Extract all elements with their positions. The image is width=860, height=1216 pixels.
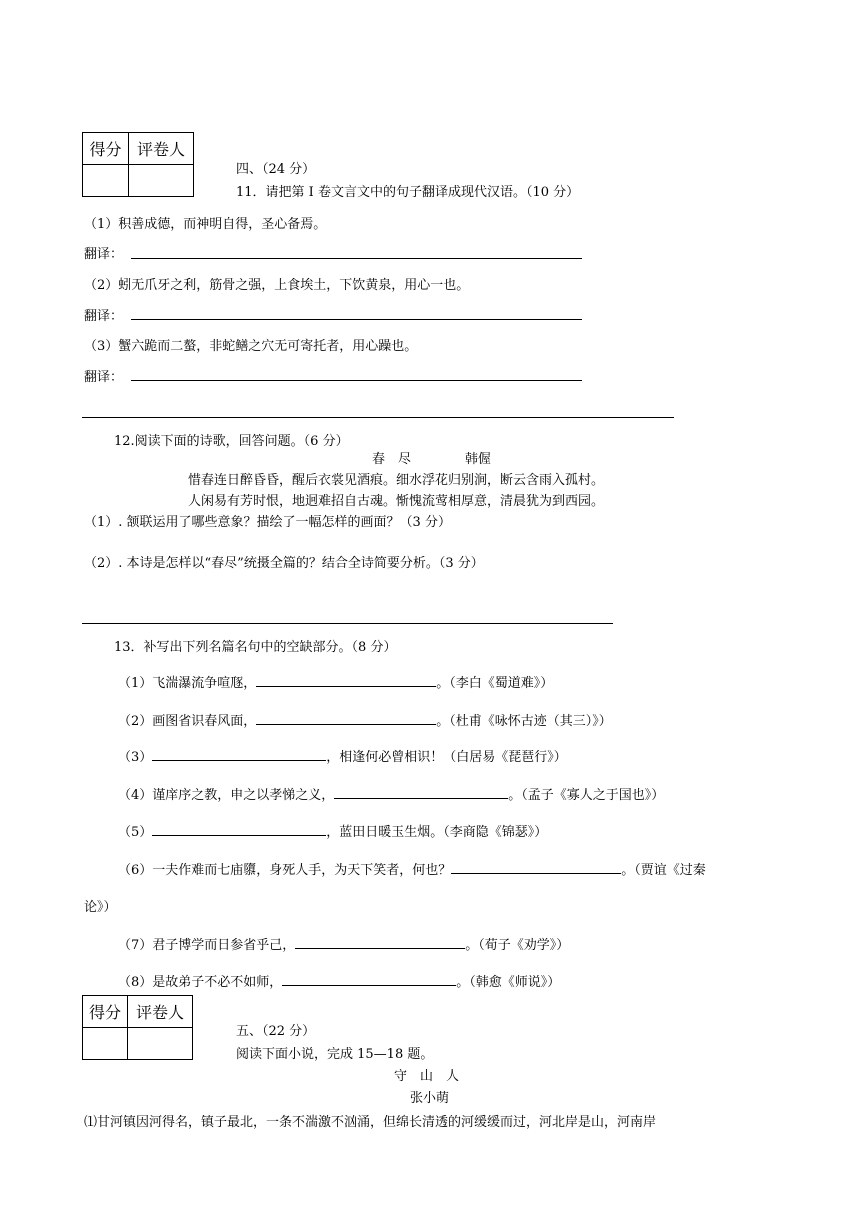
section-heading: 五、（22 分）: [236, 1024, 316, 1039]
grader-label: 评卷人: [128, 996, 193, 1028]
story-paragraph: ⑴甘河镇因河得名，镇子最北，一条不湍激不汹涌，但绵长清透的河缓缓而过，河北岸是山，河南岸: [84, 1115, 657, 1130]
poem-line: 人闲易有芳时恨，地迥难招自古魂。惭愧流莺相厚意，清晨犹为到西园。: [188, 494, 605, 509]
question-prompt: 12.阅读下面的诗歌，回答问题。（6 分）: [114, 434, 349, 449]
fill-after: ，蓝田日暖玉生烟。（李商隐《锦瑟》）: [326, 825, 548, 840]
poem-line: 惜春连日醉昏昏，醒后衣裳见酒痕。细水浮花归别涧，断云含雨入孤村。: [188, 473, 605, 488]
fill-before: （5）: [118, 825, 153, 840]
story-author: 张小萌: [410, 1091, 450, 1106]
fill-item: [118, 859, 706, 878]
fill-before: （2）画图省识春风面，: [118, 714, 257, 729]
score-cell[interactable]: [83, 165, 129, 197]
fill-after: 。（李白《蜀道难》）: [436, 676, 554, 691]
question-item: （3）蟹六跪而二螯，非蛇鳝之穴无可寄托者，用心躁也。: [84, 339, 418, 354]
answer-line[interactable]: [131, 319, 582, 320]
score-box: [82, 995, 193, 1060]
story-title: 守 山 人: [394, 1069, 460, 1084]
score-box: [82, 132, 194, 197]
grader-cell[interactable]: [129, 165, 194, 197]
fill-before: （8）是故弟子不必不如师，: [118, 975, 283, 990]
section-instruction: 阅读下面小说，完成 15—18 题。: [236, 1047, 434, 1062]
fill-after: 。（韩愈《师说》）: [456, 975, 561, 990]
score-cell[interactable]: [83, 1028, 128, 1060]
fill-before: （1）飞湍瀑流争喧豗，: [118, 676, 257, 691]
answer-line[interactable]: [131, 380, 582, 381]
divider: [82, 623, 613, 624]
fill-item: [118, 934, 569, 953]
fill-blank[interactable]: [451, 861, 621, 874]
fill-blank[interactable]: [282, 973, 456, 986]
fill-item: [118, 710, 612, 729]
fill-continuation: 论》）: [84, 900, 117, 915]
grader-label: 评卷人: [129, 133, 194, 165]
fill-item: [118, 746, 567, 765]
answer-label: 翻译：: [84, 247, 124, 262]
fill-blank[interactable]: [334, 786, 508, 799]
fill-after: 。（杜甫《咏怀古迹（其三）》）: [436, 714, 612, 729]
fill-item: [118, 672, 553, 691]
fill-blank[interactable]: [256, 712, 436, 725]
fill-after: 。（荀子《劝学》）: [465, 938, 570, 953]
fill-item: [118, 784, 664, 803]
fill-item: [118, 821, 547, 840]
fill-before: （3）: [118, 750, 153, 765]
fill-before: （4）谨庠序之教，申之以孝悌之义，: [118, 788, 335, 803]
question-item: （2）蚓无爪牙之利，筋骨之强，上食埃土，下饮黄泉，用心一也。: [84, 278, 470, 293]
poem-author: 韩偓: [465, 452, 492, 467]
fill-after: 。（贾谊《过秦: [621, 863, 706, 878]
fill-after: 。（孟子《寡人之于国也》）: [508, 788, 665, 803]
poem-title: 春 尽: [372, 452, 412, 467]
question-item: （2）. 本诗是怎样以“春尽”统摄全篇的？结合全诗简要分析。（3 分）: [84, 556, 484, 571]
question-prompt: 11．请把第 I 卷文言文中的句子翻译成现代汉语。（10 分）: [236, 185, 580, 200]
fill-after: ，相逢何必曾相识！（白居易《琵琶行》）: [326, 750, 567, 765]
grader-cell[interactable]: [128, 1028, 193, 1060]
score-label: 得分: [83, 133, 129, 165]
fill-item: [118, 971, 560, 990]
answer-label: 翻译：: [84, 309, 124, 324]
question-item: （1）. 颔联运用了哪些意象？描绘了一幅怎样的画面？（3 分）: [84, 515, 451, 530]
fill-blank[interactable]: [295, 936, 465, 949]
fill-before: （6）一夫作难而七庙隳，身死人手，为天下笑者，何也？: [118, 863, 452, 878]
divider: [82, 417, 674, 418]
fill-blank[interactable]: [256, 674, 436, 687]
fill-blank[interactable]: [152, 748, 326, 761]
answer-label: 翻译：: [84, 370, 124, 385]
score-label: 得分: [83, 996, 128, 1028]
question-prompt: 13．补写出下列名篇名句中的空缺部分。（8 分）: [114, 640, 397, 655]
fill-blank[interactable]: [152, 823, 326, 836]
question-item: （1）积善成德，而神明自得，圣心备焉。: [84, 217, 327, 232]
fill-before: （7）君子博学而日参省乎己，: [118, 938, 296, 953]
answer-line[interactable]: [131, 258, 582, 259]
section-heading: 四、（24 分）: [236, 162, 316, 177]
